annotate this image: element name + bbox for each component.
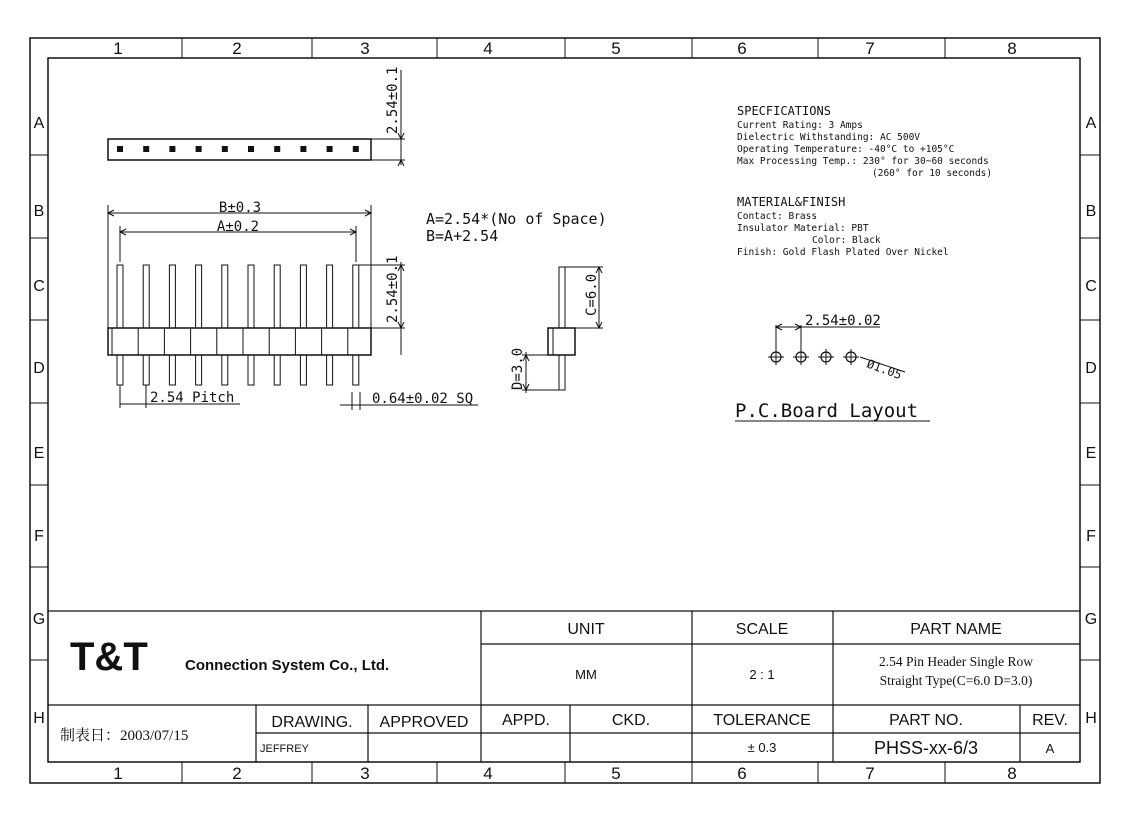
spec-line: Current Rating: 3 Amps: [737, 120, 863, 131]
part-no-value: PHSS-xx-6/3: [873, 738, 979, 758]
top-height-dim: 2.54±0.1: [385, 66, 401, 134]
row-label-left: A: [33, 115, 45, 132]
pin-upper: [143, 265, 149, 328]
row-label-right: H: [1085, 710, 1097, 727]
appd-label: APPD.: [501, 712, 551, 729]
c-dimension: C=6.0: [584, 273, 600, 316]
pin-lower: [248, 355, 254, 385]
col-label-top: 3: [360, 39, 370, 58]
pin-square: [222, 146, 228, 152]
material-line: Insulator Material: PBT: [737, 223, 869, 234]
d-dimension: D=3.0: [510, 347, 526, 390]
pin-lower: [274, 355, 280, 385]
part-name-line2: Straight Type(C=6.0 D=3.0): [879, 673, 1033, 688]
row-label-left: F: [34, 528, 44, 545]
drawing-value: JEFFREY: [260, 743, 309, 755]
spec-line: Dielectric Withstanding: AC 500V: [737, 132, 921, 143]
company-name: Connection System Co., Ltd.: [185, 657, 390, 674]
spec-line: Max Processing Temp.: 230° for 30~60 seconds: [737, 156, 989, 167]
pin-square: [196, 146, 202, 152]
col-label-bottom: 5: [611, 764, 621, 783]
row-label-left: C: [33, 278, 45, 295]
pin-upper: [327, 265, 333, 328]
pin-upper: [222, 265, 228, 328]
pin-upper: [248, 265, 254, 328]
row-label-left: B: [33, 203, 45, 220]
col-label-top: 5: [611, 39, 621, 58]
pin-upper: [353, 265, 359, 328]
row-label-left: H: [33, 710, 45, 727]
pin-square: [353, 146, 359, 152]
pcb-pitch-dim: 2.54±0.02: [805, 313, 881, 329]
side-view: [510, 267, 603, 393]
part-name-label: PART NAME: [910, 621, 1002, 638]
col-label-bottom: 4: [483, 764, 493, 783]
pin-upper: [300, 265, 306, 328]
formula-b: B=A+2.54: [426, 227, 499, 245]
pin-lower: [143, 355, 149, 385]
pin-square: [300, 146, 306, 152]
row-label-right: G: [1084, 611, 1098, 628]
pin-square: [117, 146, 123, 152]
col-label-top: 1: [113, 39, 123, 58]
ckd-label: CKD.: [611, 712, 651, 729]
drawing-date: 制表日：2003/07/15: [60, 728, 189, 744]
row-label-left: E: [33, 445, 45, 462]
pin-upper: [117, 265, 123, 328]
pin-upper: [274, 265, 280, 328]
unit-label: UNIT: [567, 621, 605, 638]
row-label-left: D: [33, 360, 45, 377]
col-label-top: 2: [232, 39, 242, 58]
tolerance-value: ± 0.3: [747, 740, 777, 755]
tolerance-label: TOLERANCE: [713, 712, 811, 729]
row-label-right: D: [1085, 360, 1097, 377]
part-no-label: PART NO.: [889, 712, 963, 729]
pin-lower: [196, 355, 202, 385]
material-heading: MATERIAL&FINISH: [737, 195, 846, 209]
pin-lower: [117, 355, 123, 385]
col-label-bottom: 6: [737, 764, 747, 783]
col-label-bottom: 7: [865, 764, 875, 783]
pitch-dim: 2.54 Pitch: [150, 390, 235, 406]
row-label-left: G: [32, 611, 46, 628]
pin-square: [169, 146, 175, 152]
b-dimension: B±0.3: [218, 200, 262, 216]
material-line: Contact: Brass: [737, 211, 818, 222]
drawing-label: DRAWING.: [271, 714, 353, 731]
row-label-right: B: [1085, 203, 1097, 220]
material-line: Color: Black: [812, 235, 881, 246]
pin-square: [143, 146, 149, 152]
col-label-bottom: 8: [1007, 764, 1017, 783]
company-logo: T&T: [70, 635, 148, 679]
spec-line: (260° for 10 seconds): [872, 168, 993, 179]
row-label-right: C: [1085, 278, 1097, 295]
pin-upper: [196, 265, 202, 328]
pin-square-dim: 0.64±0.02 SQ: [372, 391, 474, 407]
pcb-layout: [735, 313, 930, 422]
row-label-right: E: [1085, 445, 1097, 462]
spec-line: Operating Temperature: -40°C to +105°C: [737, 144, 955, 155]
material-line: Finish: Gold Flash Plated Over Nickel: [737, 247, 949, 258]
col-label-top: 6: [737, 39, 747, 58]
formula-a: A=2.54*(No of Space): [426, 210, 607, 228]
unit-value: MM: [575, 667, 597, 682]
pin-lower: [222, 355, 228, 385]
row-label-right: F: [1086, 528, 1096, 545]
col-label-top: 7: [865, 39, 875, 58]
col-label-bottom: 3: [360, 764, 370, 783]
col-label-top: 4: [483, 39, 493, 58]
rev-label: REV.: [1032, 712, 1068, 729]
specifications: [737, 104, 992, 258]
front-view: [108, 200, 478, 410]
pcb-layout-title: P.C.Board Layout: [735, 400, 919, 422]
pin-lower: [353, 355, 359, 385]
top-view: [108, 67, 405, 166]
pin-square: [327, 146, 333, 152]
part-name-line1: 2.54 Pin Header Single Row: [878, 654, 1034, 669]
pin-lower: [169, 355, 175, 385]
col-label-bottom: 1: [113, 764, 123, 783]
scale-value: 2 : 1: [749, 667, 775, 682]
pin-upper: [169, 265, 175, 328]
scale-label: SCALE: [735, 621, 789, 638]
row-label-right: A: [1085, 115, 1097, 132]
rev-value: A: [1045, 741, 1055, 756]
pin-height-dim: 2.54±0.1: [385, 255, 401, 323]
pin-lower: [327, 355, 333, 385]
spec-heading: SPECFICATIONS: [737, 104, 831, 118]
pin-lower: [300, 355, 306, 385]
approved-label: APPROVED: [379, 714, 469, 731]
hole-diameter-dim: Ø1.05: [864, 356, 904, 383]
pin-square: [248, 146, 254, 152]
pin-square: [274, 146, 280, 152]
col-label-bottom: 2: [232, 764, 242, 783]
col-label-top: 8: [1007, 39, 1017, 58]
a-dimension: A±0.2: [216, 219, 260, 235]
